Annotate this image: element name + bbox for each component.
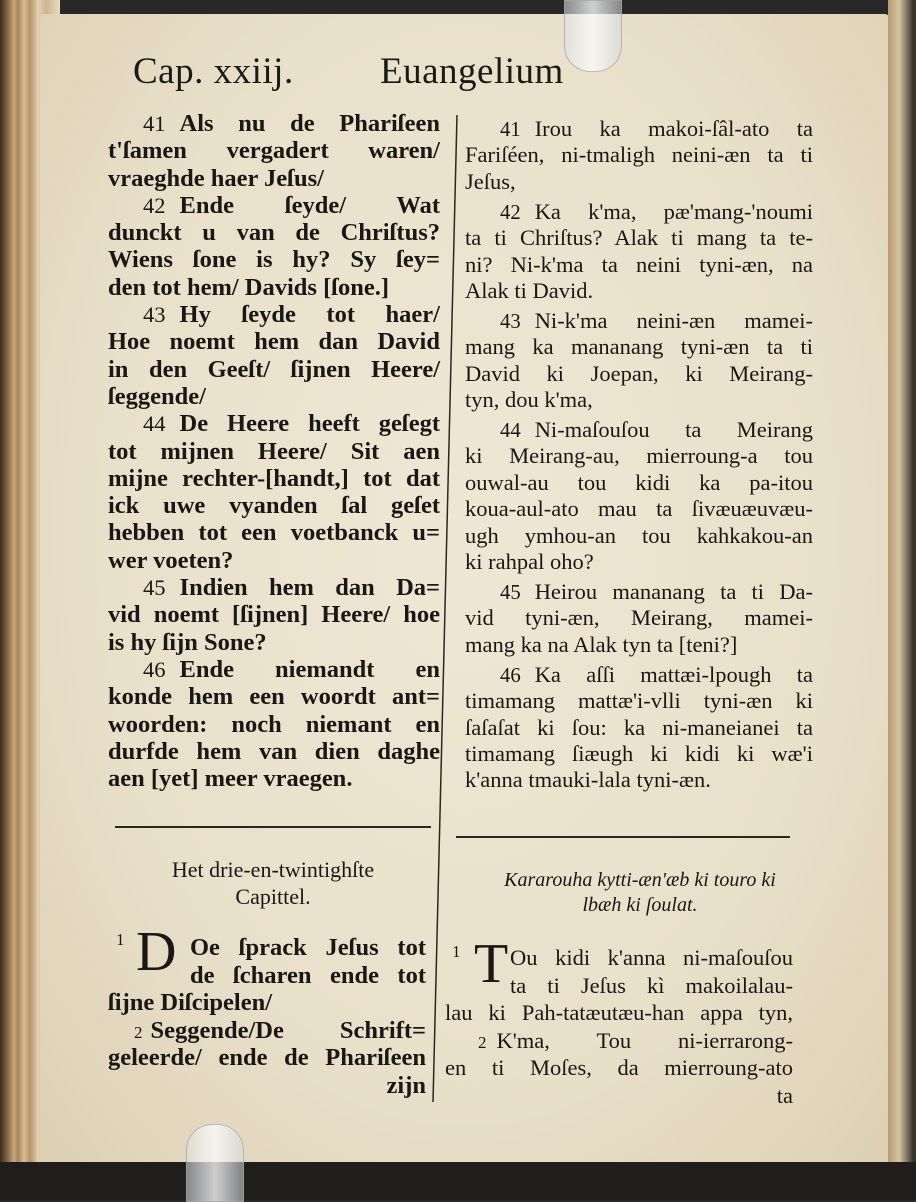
verse-text — [190, 934, 426, 989]
text-line: in den Geeſt/ ſijnen Heere/ — [108, 355, 440, 383]
text-line — [108, 1017, 426, 1045]
text-line: koua-aul-ato mau ta ſivæuæuvæu- — [465, 496, 813, 522]
text-line: ouwal-au tou kidi ka pa-itou — [465, 469, 813, 495]
drop-cap: D — [136, 921, 177, 983]
text-line: vraeghde haer Jeſus/ — [108, 164, 324, 192]
text-line: ta ti Jeſus kì makoilalau- — [510, 972, 793, 998]
verse-number: 43 — [143, 302, 166, 328]
chapter-heading-dutch — [108, 856, 438, 910]
verse-text — [445, 999, 793, 1109]
text-line: geleerde/ ende de Phariſeen — [108, 1044, 426, 1071]
heading-line: Kararouha kytti-æn'æb ki touro ki — [504, 869, 776, 891]
text-line: timamang mattæ'i-vlli tyni-æn ki — [465, 688, 813, 714]
section-rule-left — [115, 826, 431, 828]
running-head-chapter: Cap. xxiij. — [133, 51, 294, 92]
line-text: Ende ſeyde/ Wat — [179, 191, 440, 219]
verse-number: 2 — [478, 1032, 487, 1052]
verse-number: 43 — [500, 310, 521, 333]
text-line: aen [yet] meer vraegen. — [108, 765, 353, 793]
verse-number: 41 — [500, 119, 521, 141]
heading-line: Capittel. — [235, 884, 311, 909]
text-line: t'ſamen vergadert waren/ — [108, 137, 440, 165]
text-line: Oe ſprack Jeſus tot — [190, 934, 426, 961]
heading-line: Het drie-en-twintighſte — [171, 857, 375, 882]
verse-number: 1 — [452, 942, 461, 961]
verse-number: 46 — [143, 656, 166, 682]
text-line: ki Meirang-au, mierroung-a tou — [465, 443, 813, 469]
text-line: Fariſéen, ni-tmaligh neini-æn ta ti — [465, 142, 813, 168]
line-text: Ende niemandt en — [179, 655, 440, 683]
line-text: Irou ka makoi-ſâl-ato ta — [534, 116, 813, 141]
text-line: vid tyni-æn, Meirang, mamei- — [465, 605, 813, 631]
verse-number: 46 — [500, 664, 521, 687]
text-line: Alak ti David. — [465, 277, 594, 303]
verse-text — [108, 989, 426, 1099]
text-line: tyn, dou k'ma, — [465, 387, 593, 413]
text-line: Jeſus, — [465, 168, 516, 194]
verse-number: 2 — [134, 1022, 143, 1042]
text-line: en ti Moſes, da mierroung-ato — [445, 1055, 793, 1080]
heading-line: lbæh ki ſoulat. — [582, 894, 698, 916]
verse-number: 44 — [500, 420, 521, 443]
verse-number: 45 — [143, 575, 166, 601]
verse-number: 1 — [116, 930, 125, 949]
line-text: Heirou mananang ta ti Da- — [534, 579, 813, 605]
verse-number: 44 — [143, 411, 166, 437]
line-text: K'ma, Tou ni-ierrarong- — [496, 1027, 793, 1053]
text-line: Ou kidi k'anna ni-maſouſou — [510, 945, 793, 970]
text-line: dunckt u van de Chriſtus? — [108, 219, 440, 247]
text-line: lau ki Pah-tatæutæu-han appa tyn, — [445, 1000, 793, 1025]
line-text: Indien hem dan Da= — [179, 574, 440, 602]
line-text: Hy ſeyde tot haer/ — [179, 301, 440, 329]
text-line: ugh ymhou-an tou kahkakou-an — [465, 522, 813, 548]
page-clip — [564, 0, 622, 72]
text-line: ſijne Diſcipelen/ — [108, 989, 272, 1016]
text-line: ſaſaſat ki ſou: ka ni-maneianei ta — [465, 714, 813, 740]
text-line: is hy ſijn Sone? — [108, 628, 267, 656]
line-text: Ka aſſi mattæi-lpough ta — [534, 661, 813, 687]
text-line: mang ka na Alak tyn ta [teni?] — [465, 631, 738, 657]
line-text: Als nu de Phariſeen — [179, 110, 440, 137]
text-line: ſeggende/ — [108, 382, 206, 410]
text-line: ki rahpal oho? — [465, 549, 594, 575]
text-line: k'anna tmauki-lala tyni-æn. — [465, 767, 711, 793]
text-line: woorden: noch niemant en — [108, 710, 440, 738]
text-line: hebben tot een voetbanck u= — [108, 519, 440, 547]
text-line: wer voeten? — [108, 546, 234, 574]
drop-cap: T — [474, 933, 509, 995]
text-line: mang ka mananang tyni-æn ta ti — [465, 334, 813, 360]
text-line: ick uwe vyanden ſal geſet — [108, 492, 440, 520]
line-text: Ni-k'ma neini-æn mamei- — [534, 307, 813, 333]
running-head-title: Euangelium — [380, 51, 564, 92]
catchword: ta — [776, 1082, 793, 1108]
verse-text — [510, 944, 793, 999]
verse-number: 42 — [500, 201, 521, 224]
text-line: mijne rechter-[handt,] tot dat — [108, 464, 440, 492]
text-line: den tot hem/ Davids [ſone.] — [108, 273, 390, 301]
chapter-heading-formosan — [455, 868, 825, 918]
text-line: durfde hem van dien daghe — [108, 737, 440, 765]
line-text: Ka k'ma, pæ'mang-'noumi — [534, 198, 813, 224]
text-line: tot mijnen Heere/ Sit aen — [108, 437, 440, 465]
line-text: Ni-maſouſou ta Meirang — [534, 417, 813, 443]
text-line: vid noemt [ſijnen] Heere/ hoe — [108, 601, 440, 629]
text-line: konde hem een woordt ant= — [108, 683, 440, 711]
page-clip — [186, 1124, 244, 1202]
catchword: zijn — [386, 1071, 426, 1099]
text-line: Wiens ſone is hy? Sy ſey= — [108, 246, 440, 274]
text-line: timamang ſiæugh ki kidi ki wæ'i — [465, 740, 813, 766]
text-line: ni? Ni-k'ma ta neini tyni-æn, na — [465, 251, 813, 277]
verse-number: 42 — [143, 192, 166, 218]
text-line: Hoe noemt hem dan David — [108, 328, 440, 356]
verse-number: 45 — [500, 582, 521, 605]
verse-number: 41 — [143, 111, 166, 136]
text-line: ta ti Chriſtus? Alak ti mang ta te- — [465, 225, 813, 251]
text-line: de ſcharen ende tot — [190, 961, 426, 989]
text-line: David ki Joepan, ki Meirang- — [465, 360, 813, 386]
line-text: Seggende/De Schrift= — [150, 1016, 426, 1044]
line-text: De Heere heeft geſegt — [179, 410, 440, 438]
section-rule-right — [456, 836, 790, 838]
text-line — [445, 1027, 793, 1055]
